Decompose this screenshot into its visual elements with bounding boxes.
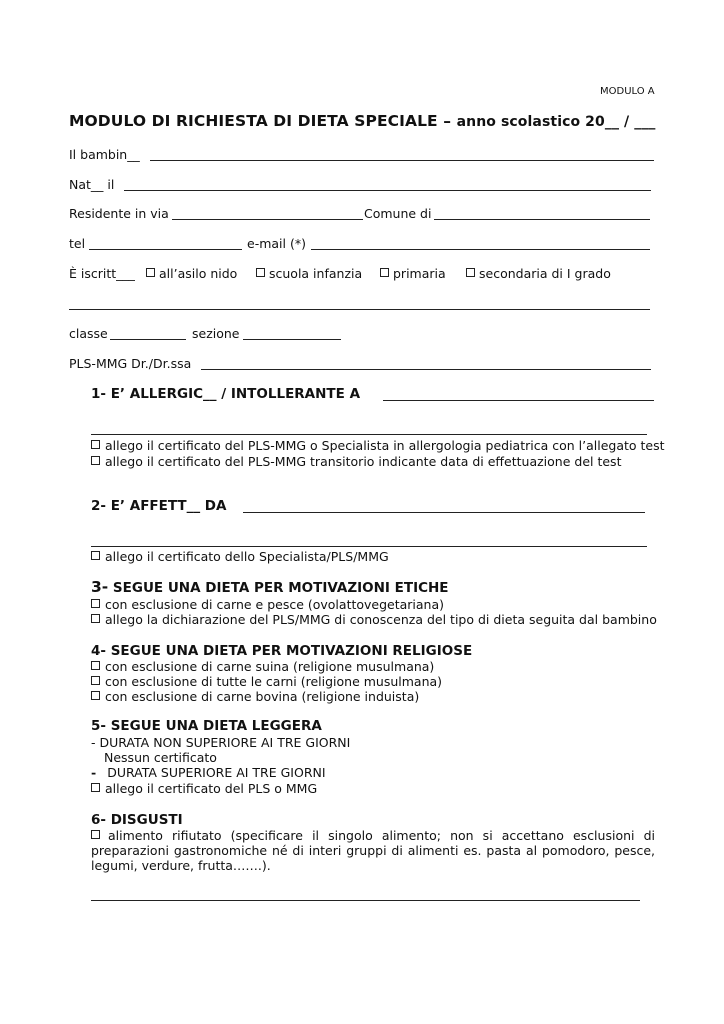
- option-label: primaria: [393, 266, 446, 281]
- section-3-option-2[interactable]: [91, 612, 657, 627]
- phone-line[interactable]: [89, 249, 242, 250]
- option-label: allego la dichiarazione del PLS/MMG di conoscenza del tipo di dieta seguita dal bambino: [105, 612, 657, 627]
- page-title: [69, 112, 656, 130]
- birth-label: Nat__ il: [69, 177, 115, 192]
- birth-date-line[interactable]: [124, 190, 651, 191]
- blank-line[interactable]: [69, 309, 650, 310]
- checkbox-icon[interactable]: [91, 599, 100, 608]
- address-line[interactable]: [172, 219, 363, 220]
- short-duration-label: - DURATA NON SUPERIORE AI TRE GIORNI: [91, 735, 351, 750]
- option-label: allego il certificato del PLS o MMG: [105, 781, 318, 796]
- option-primaria[interactable]: [380, 266, 446, 281]
- option-label: allego il certificato del PLS-MMG transitorio indicante data di effettuazione del test: [105, 454, 622, 469]
- title-main: MODULO DI RICHIESTA DI DIETA SPECIALE –: [69, 112, 457, 130]
- section-1-option-2[interactable]: [91, 454, 621, 469]
- section-5-option-certificate[interactable]: [91, 781, 317, 796]
- checkbox-icon[interactable]: [256, 268, 265, 277]
- form-code: MODULO A: [600, 86, 655, 97]
- section-1-title: 1- E’ ALLERGIC__ / INTOLLERANTE A: [91, 386, 361, 402]
- child-label: Il bambin__: [69, 147, 140, 162]
- checkbox-icon[interactable]: [91, 691, 100, 700]
- enrolled-label: È iscritt___: [69, 266, 135, 281]
- dislike-line[interactable]: [91, 900, 640, 901]
- section-1-option-1[interactable]: [91, 438, 665, 453]
- section-4-option-1[interactable]: [91, 659, 434, 674]
- address-label: Residente in via: [69, 206, 169, 221]
- city-line[interactable]: [434, 219, 650, 220]
- long-duration-label: [91, 765, 326, 780]
- title-school-year: anno scolastico 20__ / ___: [456, 114, 656, 130]
- section-4-title: 4- SEGUE UNA DIETA PER MOTIVAZIONI RELIGIOSE: [91, 643, 473, 659]
- option-label: secondaria di I grado: [479, 266, 611, 281]
- section-line[interactable]: [243, 339, 341, 340]
- long-duration-text: DURATA SUPERIORE AI TRE GIORNI: [107, 765, 326, 780]
- option-label: scuola infanzia: [269, 266, 363, 281]
- section-3-label: SEGUE UNA DIETA PER MOTIVAZIONI ETICHE: [108, 580, 449, 596]
- no-certificate-label: Nessun certificato: [104, 750, 217, 765]
- checkbox-icon[interactable]: [91, 676, 100, 685]
- option-label: con esclusione di tutte le carni (religione musulmana): [105, 674, 443, 689]
- condition-line[interactable]: [243, 512, 645, 513]
- checkbox-icon[interactable]: [91, 551, 100, 560]
- doctor-label: PLS-MMG Dr./Dr.ssa: [69, 356, 192, 371]
- section-3-title: [91, 578, 449, 596]
- option-scuola-infanzia[interactable]: [256, 266, 362, 281]
- condition-line-2[interactable]: [91, 546, 647, 547]
- child-name-line[interactable]: [150, 160, 654, 161]
- section-4-option-3[interactable]: [91, 689, 419, 704]
- option-label: con esclusione di carne bovina (religione induista): [105, 689, 420, 704]
- allergy-line[interactable]: [383, 400, 654, 401]
- section-3-option-1[interactable]: [91, 597, 444, 612]
- checkbox-icon[interactable]: [91, 783, 100, 792]
- option-label: con esclusione di carne suina (religione musulmana): [105, 659, 435, 674]
- checkbox-icon[interactable]: [91, 440, 100, 449]
- section-6-title: 6- DISGUSTI: [91, 812, 183, 828]
- checkbox-icon[interactable]: [91, 456, 100, 465]
- email-label: e-mail (*): [247, 236, 306, 251]
- checkbox-icon[interactable]: [380, 268, 389, 277]
- section-3-number: 3-: [91, 578, 109, 596]
- option-label: allego il certificato del PLS-MMG o Specialista in allergologia pediatrica con l’allegato test: [105, 438, 665, 453]
- option-secondaria[interactable]: [466, 266, 611, 281]
- checkbox-icon[interactable]: [146, 268, 155, 277]
- class-line[interactable]: [110, 339, 186, 340]
- section-2-option-1[interactable]: [91, 549, 389, 564]
- section-4-option-2[interactable]: [91, 674, 442, 689]
- checkbox-icon[interactable]: [466, 268, 475, 277]
- class-label: classe: [69, 326, 108, 341]
- email-line[interactable]: [311, 249, 650, 250]
- option-asilo-nido[interactable]: [146, 266, 237, 281]
- section-5-title: 5- SEGUE UNA DIETA LEGGERA: [91, 718, 322, 734]
- dislike-description: alimento rifiutato (specificare il singolo alimento; non si accettano esclusioni di preparazioni gastronomiche né di interi gruppi di alimenti es. pasta al pomodoro, pesce, legumi, verdure, frutta…….).: [91, 828, 655, 873]
- doctor-line[interactable]: [201, 369, 651, 370]
- city-label: Comune di: [364, 206, 432, 221]
- option-label: all’asilo nido: [159, 266, 238, 281]
- section-2-title: 2- E’ AFFETT__ DA: [91, 498, 227, 514]
- section-6-option[interactable]: [91, 828, 655, 873]
- section-label: sezione: [192, 326, 240, 341]
- dash-bullet: -: [91, 765, 97, 780]
- option-label: con esclusione di carne e pesce (ovolattovegetariana): [105, 597, 445, 612]
- checkbox-icon[interactable]: [91, 661, 100, 670]
- phone-label: tel: [69, 236, 86, 251]
- allergy-line-2[interactable]: [91, 434, 647, 435]
- checkbox-icon[interactable]: [91, 830, 100, 839]
- option-label: allego il certificato dello Specialista/PLS/MMG: [105, 549, 389, 564]
- checkbox-icon[interactable]: [91, 614, 100, 623]
